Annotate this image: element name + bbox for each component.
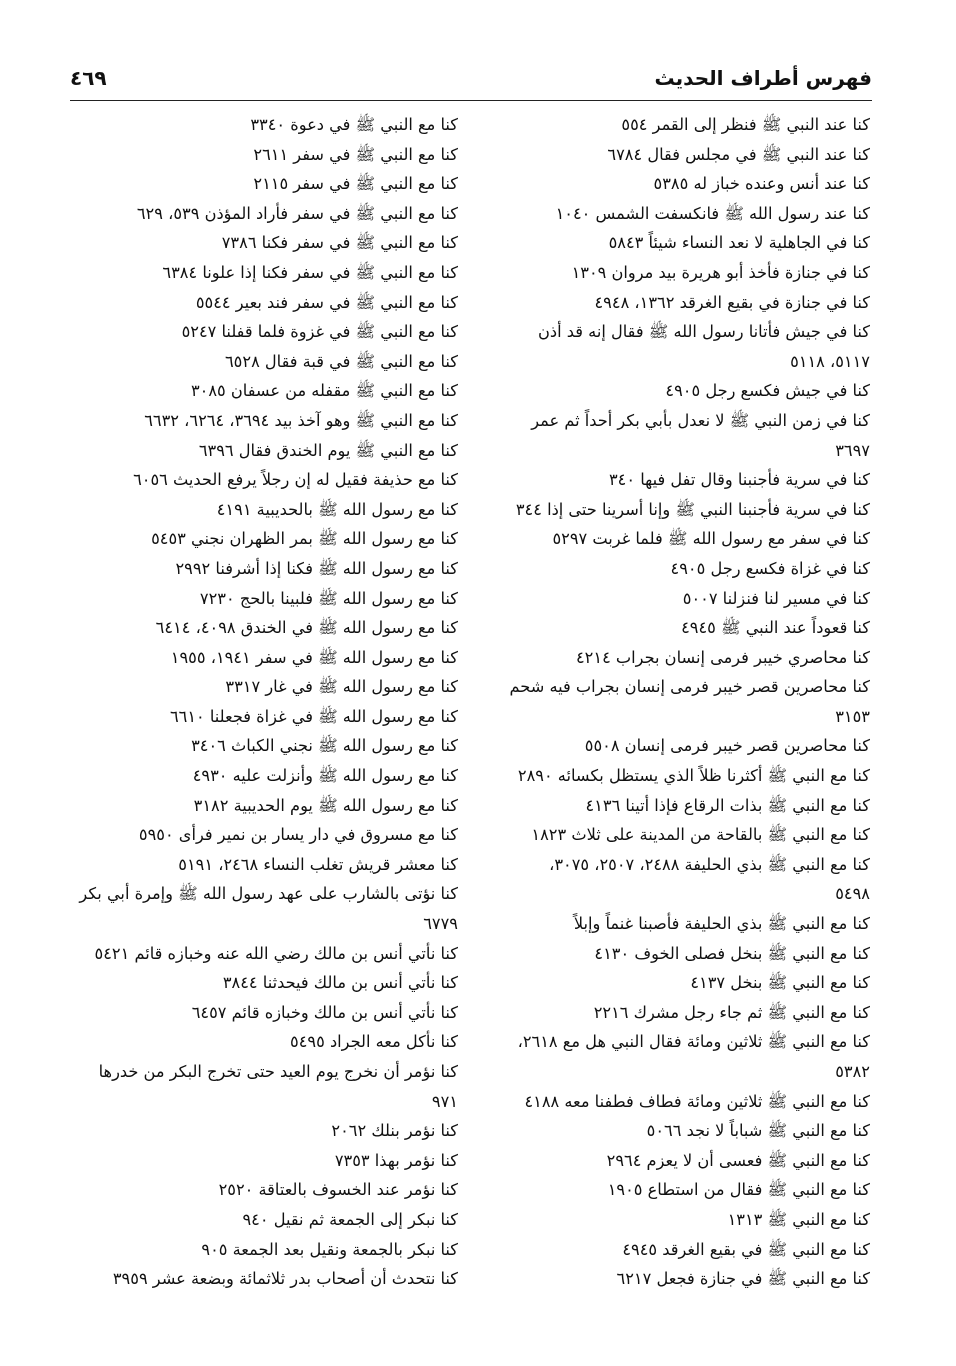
- entry-text: كنا مع رسول الله ﷺ في الخندق ٤٠٩٨، ٦٤١٤: [155, 618, 458, 638]
- index-entry: [76, 1235, 458, 1265]
- entry-text: كنا مع النبي ﷺ في سفر ٢١١٥: [253, 174, 458, 194]
- index-entry: [76, 495, 458, 525]
- entry-text: كنا مع النبي ﷺ بذات الرقاع فإذا أتينا ٤١٣٦: [585, 795, 870, 815]
- index-entry: [76, 968, 458, 998]
- index-entry: [76, 465, 458, 495]
- entry-text: كنا في جيش فأتانا رسول الله ﷺ فقال إنه قد أذن: [538, 322, 870, 342]
- index-entry: [486, 998, 870, 1028]
- index-entry: [486, 317, 870, 376]
- index-entry: [486, 1235, 870, 1265]
- index-entry: [76, 584, 458, 614]
- page-title: فهرس أطراف الحديث: [654, 66, 872, 90]
- entry-text: كنا عند أنس وعنده خباز له ٥٣٨٥: [653, 174, 870, 194]
- index-entry: [486, 406, 870, 465]
- index-entry: [76, 1116, 458, 1146]
- entry-text: كنا محاصرين قصر خيبر فرمى إنسان بجراب فيه شحم: [509, 677, 870, 697]
- index-entry: [76, 791, 458, 821]
- entry-text: كنا مع حذيفة فقيل له إن رجلاً يرفع الحديث ٦٠٥٦: [133, 470, 458, 490]
- entry-text: كنا مع رسول الله ﷺ فكنا إذا أشرفنا ٢٩٩٢: [175, 558, 458, 578]
- index-entry: [76, 317, 458, 347]
- entry-text: كنا عند رسول الله ﷺ فانكسفت الشمس ١٠٤٠: [555, 203, 870, 223]
- entry-text: كنا عند النبي ﷺ فنظر إلى القمر ٥٥٤: [621, 115, 870, 134]
- entry-text: كنا مع النبي ﷺ في سفر فكنا إذا علونا ٦٣٨٤: [162, 262, 458, 282]
- index-entry: [486, 584, 870, 614]
- entry-continuation: ٩٧١: [431, 1091, 458, 1111]
- entry-text: كنا نؤمر بنلك ٢٠٦٢: [331, 1121, 458, 1141]
- entry-text: كنا مع النبي ﷺ في جنازة فجعل ٦٢١٧: [616, 1269, 870, 1289]
- index-entry: [76, 879, 458, 938]
- entry-text: كنا مع رسول الله ﷺ في غار ٣٣١٧: [225, 677, 458, 697]
- entry-text: كنا نؤمر عند الخسوف بالعتاقة ٢٥٢٠: [218, 1180, 458, 1200]
- index-entry: [76, 169, 458, 199]
- entry-text: كنا في غزاة فكسع رجل ٤٩٠٥: [670, 558, 870, 578]
- index-entry: [76, 613, 458, 643]
- entry-text: كنا مع النبي ﷺ فقال من استطاع ١٩٠٥: [607, 1180, 870, 1200]
- index-entry: [486, 1116, 870, 1146]
- entry-text: كنا في جنازة في بقيع الغرقد ١٣٦٢، ٤٩٤٨: [594, 292, 870, 312]
- entry-text: كنا نبكر إلى الجمعة ثم نقيل ٩٤٠: [242, 1209, 458, 1229]
- index-entry: [486, 1146, 870, 1176]
- entry-text: كنا مع رسول الله ﷺ نجني الكباث ٣٤٠٦: [191, 736, 458, 756]
- entry-text: كنا مع النبي ﷺ ١٣١٣: [727, 1209, 870, 1229]
- entry-text: كنا مع النبي ﷺ في دعوة ٣٣٤٠: [250, 115, 458, 134]
- entry-text: كنا مع النبي ﷺ في غزوة فلما قفلنا ٥٢٤٧: [181, 322, 458, 342]
- entry-text: كنا مع النبي ﷺ مقفله من عسفان ٣٠٨٥: [190, 381, 458, 401]
- index-entry: [486, 524, 870, 554]
- entry-text: كنا مع النبي ﷺ يوم الخندق فقال ٦٣٩٦: [198, 440, 458, 460]
- entry-text: كنا مع رسول الله ﷺ وأنزلت عليه ٤٩٣٠: [192, 766, 458, 786]
- index-entry: [76, 436, 458, 466]
- entry-text: كنا مع النبي ﷺ بذي الحليفة فأصبنا غنماً وإبلاً: [573, 914, 870, 934]
- index-entry: [486, 1205, 870, 1235]
- entry-text: كنا في الجاهلية لا نعد النساء شيئاً ٥٨٤٣: [608, 233, 870, 253]
- index-entry: [76, 258, 458, 288]
- entry-text: كنا مع النبي ﷺ في سفر فأراد المؤذن ٥٣٩، ٦٢٩: [136, 203, 458, 223]
- index-entry: [486, 110, 870, 140]
- entry-text: كنا مع النبي ﷺ ثم جاء رجل مشرك ٢٢١٦: [593, 1002, 870, 1022]
- page-number: ٤٦٩: [70, 66, 107, 90]
- index-entry: [486, 761, 870, 791]
- entry-text: كنا في سفر مع رسول الله ﷺ فلما غربت ٥٢٩٧: [552, 529, 870, 549]
- index-entry: [486, 376, 870, 406]
- entry-text: كنا مع رسول الله ﷺ يوم الحديبية ٣١٨٢: [193, 795, 458, 815]
- index-entry: [76, 1205, 458, 1235]
- entry-continuation: ٣٦٩٧: [835, 440, 870, 460]
- entry-text: كنا معشر قريش تغلب النساء ٢٤٦٨، ٥١٩١: [178, 854, 458, 874]
- entry-text: كنا محاصري خيبر فرمى إنسان بجراب ٤٢١٤: [575, 647, 870, 667]
- entry-text: كنا مع النبي ﷺ أكثرنا ظلاً الذي يستظل بكسائه ٢٨٩٠: [517, 766, 870, 786]
- index-entry: [486, 1264, 870, 1294]
- index-entry: [76, 554, 458, 584]
- index-entry: [486, 791, 870, 821]
- index-entry: [486, 643, 870, 673]
- index-entry: [76, 731, 458, 761]
- entry-text: كنا مع رسول الله ﷺ بالحديبية ٤١٩١: [216, 499, 458, 519]
- index-entry: [76, 643, 458, 673]
- index-entry: [486, 554, 870, 584]
- entry-text: كنا في سرية فأجنبنا النبي ﷺ وإنا أسرينا حتى إذا ٣٤٤: [515, 499, 870, 519]
- entry-text: كنا مع النبي ﷺ فعسى أن لا يعزم ٢٩٦٤: [606, 1150, 870, 1170]
- index-entry: [76, 376, 458, 406]
- entry-text: كنا مع رسول الله ﷺ في سفر ١٩٤١، ١٩٥٥: [170, 647, 458, 667]
- entry-text: كنا في جيش فكسع رجل ٤٩٠٥: [665, 381, 870, 401]
- index-entry: [486, 731, 870, 761]
- entry-text: كنا مع النبي ﷺ بنخل فصلى الخوف ٤١٣٠: [594, 943, 870, 963]
- entry-text: كنا مع مسروق في دار يسار بن نمير فرأى ٥٩٥٠: [138, 825, 458, 845]
- entry-continuation: ٣١٥٣: [835, 706, 870, 726]
- index-entry: [76, 1264, 458, 1294]
- entry-continuation: ٦٧٧٩: [423, 914, 458, 934]
- index-entry: [486, 672, 870, 731]
- entry-continuation: ٥٣٨٢: [835, 1062, 870, 1081]
- entry-text: كنا قعوداً عند النبي ﷺ ٤٩٤٥: [681, 618, 870, 638]
- entry-text: كنا نؤمر أن نخرج يوم العيد حتى تخرج البكر من خدرها: [98, 1062, 458, 1081]
- index-entry: [76, 228, 458, 258]
- entry-text: كنا مع رسول الله ﷺ في غزاة فجعلنا ٦٦١٠: [169, 706, 458, 726]
- index-entry: [76, 1027, 458, 1057]
- page-header: [70, 56, 872, 101]
- entry-text: كنا مع النبي ﷺ في سفر فند بعير ٥٥٤٤: [195, 292, 458, 312]
- index-entry: [486, 199, 870, 229]
- entry-text: كنا نتحدث أن أصحاب بدر ثلاثمائة وبضعة عشر ٣٩٥٩: [112, 1269, 458, 1289]
- index-entry: [486, 169, 870, 199]
- index-entry: [486, 968, 870, 998]
- entry-text: كنا نأتي أنس بن مالك فيحدثنا ٣٨٤٤: [222, 973, 458, 993]
- entry-text: كنا نأكل معه الجراد ٥٤٩٥: [290, 1032, 458, 1052]
- entry-continuation: ٥١١٧، ٥١١٨: [790, 351, 870, 371]
- index-entry: [486, 613, 870, 643]
- index-entry: [486, 258, 870, 288]
- index-entry: [486, 820, 870, 850]
- index-entry: [76, 288, 458, 318]
- index-entry: [76, 199, 458, 229]
- index-entry: [486, 850, 870, 909]
- index-entry: [76, 1146, 458, 1176]
- entry-text: كنا نبكر بالجمعة ونقيل بعد الجمعة ٩٠٥: [201, 1239, 458, 1259]
- index-entry: [76, 702, 458, 732]
- index-entry: [76, 1175, 458, 1205]
- index-entry: [76, 998, 458, 1028]
- entry-text: كنا مع النبي ﷺ بالقاحة من المدينة على ثلاث ١٨٢٣: [531, 825, 870, 845]
- entry-text: كنا مع رسول الله ﷺ بمر الظهران نجني ٥٤٥٣: [151, 529, 458, 549]
- index-entry: [76, 672, 458, 702]
- index-entry: [486, 939, 870, 969]
- entry-text: كنا نؤمر بهذا ٧٣٥٣: [334, 1150, 458, 1170]
- index-entry: [76, 939, 458, 969]
- entry-text: كنا مع النبي ﷺ وهو آخذ بيد ٣٦٩٤، ٦٢٦٤، ٦٦٣٢: [144, 410, 458, 430]
- entry-text: كنا في جنازة فأخذ أبو هريرة بيد مروان ١٣٠٩: [571, 262, 870, 282]
- entry-text: كنا مع النبي ﷺ في سفر فكنا ٧٣٨٦: [221, 233, 458, 253]
- index-entry: [76, 406, 458, 436]
- entry-text: كنا نؤتى بالشارب على عهد رسول الله ﷺ وإمرة أبي بكر: [79, 884, 458, 904]
- entry-text: كنا محاصرين قصر خيبر فرمى إنسان ٥٥٠٨: [584, 736, 870, 756]
- entry-text: كنا مع النبي ﷺ بنخل ٤١٣٧: [690, 973, 870, 993]
- entry-text: كنا مع النبي ﷺ بذي الحليفة ٢٤٨٨، ٢٥٠٧، ٣٠٧٥،: [549, 854, 870, 874]
- index-entry: [76, 347, 458, 377]
- index-entry: [486, 140, 870, 170]
- index-column-left: [76, 110, 458, 1294]
- entry-text: كنا في مسير لنا فنزلنا ٥٠٠٧: [682, 588, 870, 608]
- entry-text: كنا مع النبي ﷺ في قبة فقال ٦٥٢٨: [224, 351, 458, 371]
- index-entry: [486, 465, 870, 495]
- entry-text: كنا مع النبي ﷺ ثلاثين ومائة فقال النبي هل مع ٢٦١٨،: [517, 1032, 870, 1052]
- entry-text: كنا مع رسول الله ﷺ فلبينا بالحج ٧٢٣٠: [199, 588, 458, 608]
- entry-text: كنا نأتي أنس بن مالك وخبازه قائم ٦٤٥٧: [191, 1002, 458, 1022]
- index-entry: [486, 1087, 870, 1117]
- index-entry: [76, 761, 458, 791]
- index-entry: [486, 288, 870, 318]
- index-entry: [76, 524, 458, 554]
- index-entry: [76, 110, 458, 140]
- entry-text: كنا نأتي أنس بن مالك رضي الله عنه وخبازه قائم ٥٤٢١: [94, 943, 458, 963]
- index-entry: [486, 1027, 870, 1086]
- entry-text: كنا في سرية فأجنبنا وقال تفل فيها ٣٤٠: [608, 470, 870, 490]
- entry-text: كنا مع النبي ﷺ شباباً لا نجد ٥٠٦٦: [646, 1121, 870, 1141]
- entry-text: كنا مع النبي ﷺ في سفر ٢٦١١: [253, 144, 458, 164]
- entry-text: كنا في زمن النبي ﷺ لا نعدل بأبي بكر أحداً ثم عمر: [531, 410, 870, 430]
- entry-text: كنا مع النبي ﷺ في بقيع الغرقد ٤٩٤٥: [622, 1239, 870, 1259]
- index-entry: [486, 228, 870, 258]
- index-entry: [76, 140, 458, 170]
- index-entry: [486, 495, 870, 525]
- index-entry: [76, 850, 458, 880]
- index-column-right: [486, 110, 870, 1294]
- index-entry: [76, 820, 458, 850]
- index-entry: [486, 1175, 870, 1205]
- index-entry: [76, 1057, 458, 1116]
- entry-text: كنا مع النبي ﷺ ثلاثين ومائة فطاف فطفنا معه ٤١٨٨: [524, 1091, 870, 1111]
- entry-continuation: ٥٤٩٨: [835, 884, 870, 904]
- index-entry: [486, 909, 870, 939]
- entry-text: كنا عند النبي ﷺ في مجلس فقال ٦٧٨٤: [607, 144, 870, 164]
